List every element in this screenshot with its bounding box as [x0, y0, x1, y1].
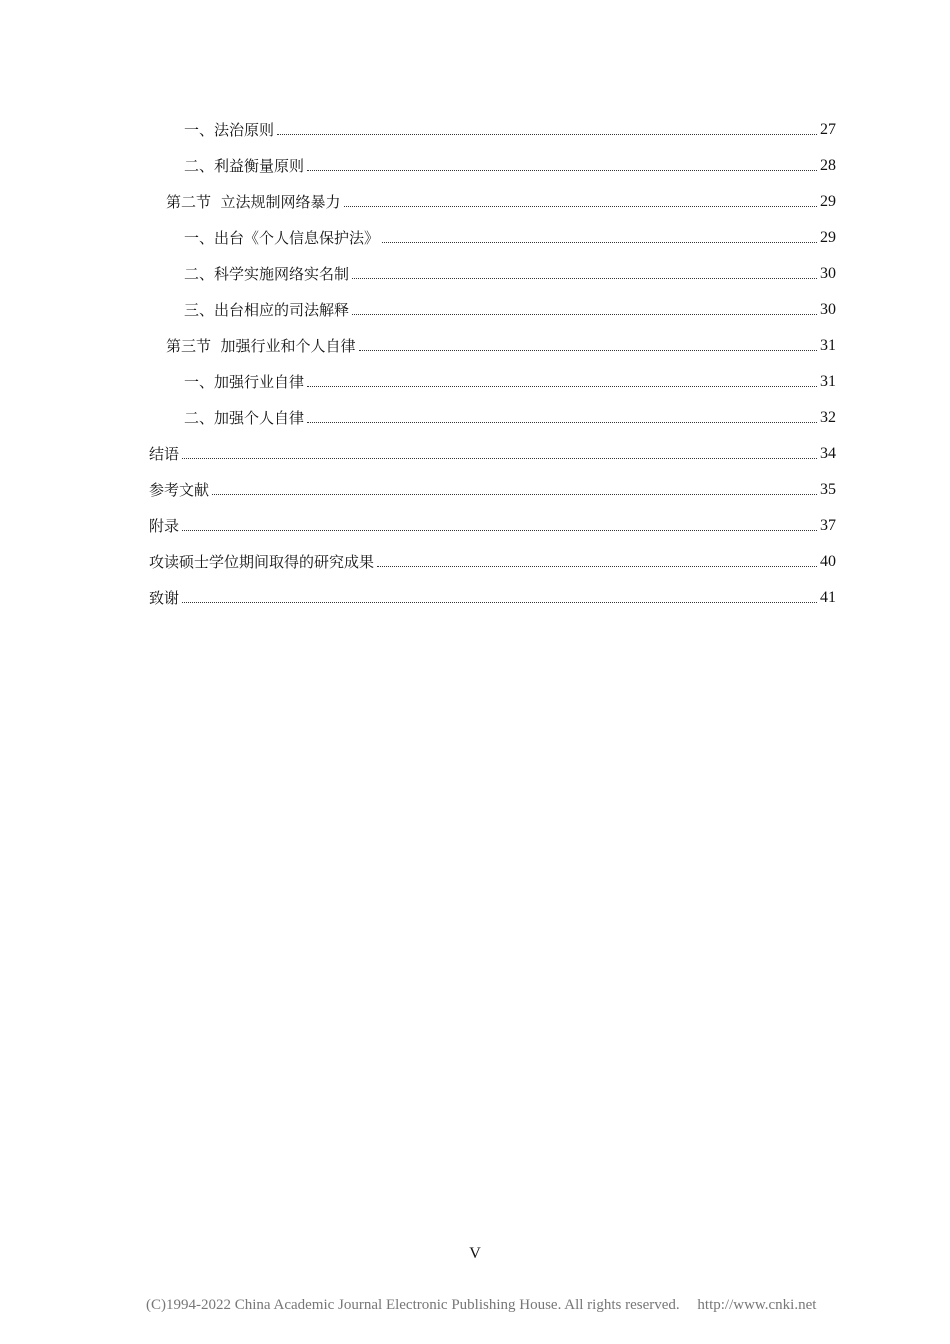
toc-leader-dots: [377, 566, 817, 567]
toc-entry-title: 结语: [149, 445, 180, 463]
toc-leader-dots: [352, 314, 817, 315]
toc-entry-page: 37: [820, 517, 836, 534]
toc-entry: [184, 404, 836, 428]
toc-entry: [184, 368, 836, 392]
toc-entry-page: 29: [820, 193, 836, 210]
toc-entry-title: 一、法治原则: [184, 121, 275, 139]
toc-entry-page: 34: [820, 445, 836, 462]
toc-entry-title: 三、出台相应的司法解释: [184, 301, 350, 319]
page-number: V: [469, 1245, 481, 1262]
toc-entry: [184, 116, 836, 140]
toc-entry-page: 28: [820, 157, 836, 174]
toc-leader-dots: [344, 206, 817, 207]
toc-entry-page: 30: [820, 301, 836, 318]
toc-entry-title: 附录: [149, 517, 180, 535]
toc-leader-dots: [212, 494, 817, 495]
toc-entry-page: 29: [820, 229, 836, 246]
toc-entry: [149, 548, 836, 572]
toc-entry-page: 35: [820, 481, 836, 498]
toc-entry-page: 41: [820, 589, 836, 606]
toc-leader-dots: [382, 242, 817, 243]
toc-entry-title: 致谢: [149, 589, 180, 607]
toc-entry-page: 32: [820, 409, 836, 426]
toc-entry-page: 31: [820, 373, 836, 390]
toc-entry-title: 二、加强个人自律: [184, 409, 305, 427]
toc-leader-dots: [307, 422, 817, 423]
toc-leader-dots: [277, 134, 817, 135]
toc-entry: [166, 332, 836, 356]
copyright-url: http://www.cnki.net: [697, 1297, 817, 1313]
toc-entry-page: 40: [820, 553, 836, 570]
toc-entry: [184, 260, 836, 284]
toc-entry: [149, 584, 836, 608]
copyright-footer: [146, 1297, 816, 1314]
toc-entry: [184, 152, 836, 176]
toc-entry: [149, 476, 836, 500]
toc-entry: [166, 188, 836, 212]
toc-entry-page: 30: [820, 265, 836, 282]
toc-leader-dots: [307, 386, 817, 387]
toc-leader-dots: [359, 350, 817, 351]
toc-entry-title: 二、利益衡量原则: [184, 157, 305, 175]
toc-entry-title: 一、出台《个人信息保护法》: [184, 229, 380, 247]
toc-entry-title: 第二节 立法规制网络暴力: [166, 193, 341, 211]
toc-leader-dots: [182, 458, 817, 459]
copyright-notice: (C)1994-2022 China Academic Journal Electronic Publishing House. All rights reserved.: [146, 1297, 680, 1313]
toc-leader-dots: [182, 530, 817, 531]
toc-leader-dots: [307, 170, 817, 171]
toc-entry: [149, 512, 836, 536]
toc-entry-page: 27: [820, 121, 836, 138]
toc-entry: [184, 224, 836, 248]
toc-entry-title: 参考文献: [149, 481, 210, 499]
toc-entry-title: 一、加强行业自律: [184, 373, 305, 391]
toc-entry-page: 31: [820, 337, 836, 354]
toc-entry-title: 二、科学实施网络实名制: [184, 265, 350, 283]
toc-entry-title: 攻读硕士学位期间取得的研究成果: [149, 553, 375, 571]
toc-leader-dots: [182, 602, 817, 603]
toc-entry-title: 第三节 加强行业和个人自律: [166, 337, 356, 355]
toc-leader-dots: [352, 278, 817, 279]
toc-entry: [184, 296, 836, 320]
toc-entry: [149, 440, 836, 464]
